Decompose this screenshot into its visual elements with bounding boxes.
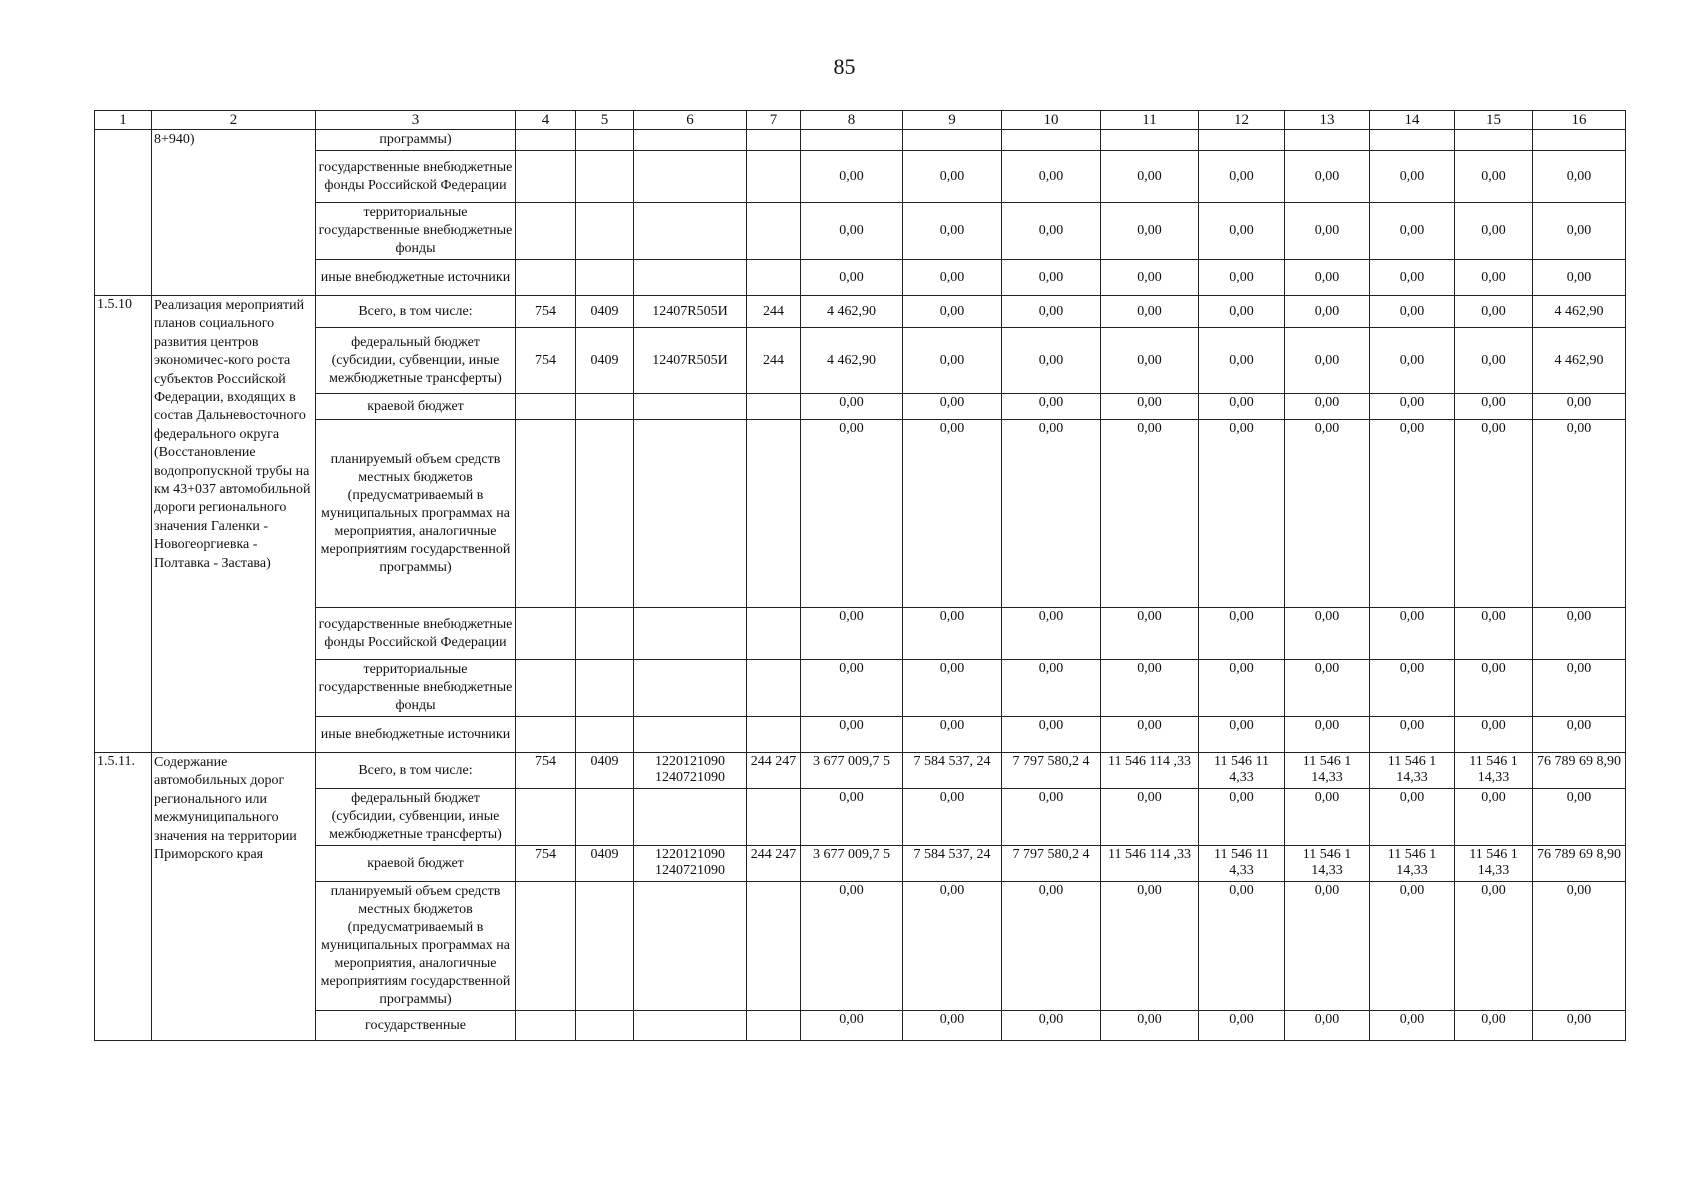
code-cell bbox=[576, 394, 634, 420]
amount-cell: 0,00 bbox=[801, 394, 903, 420]
amount-cell: 0,00 bbox=[903, 1011, 1002, 1041]
amount-cell: 0,00 bbox=[1455, 328, 1533, 394]
amount-cell: 0,00 bbox=[1370, 882, 1455, 1011]
amount-cell: 0,00 bbox=[903, 260, 1002, 296]
code-cell bbox=[576, 717, 634, 753]
table-row bbox=[95, 296, 1626, 328]
table-row bbox=[95, 660, 1626, 717]
amount-cell: 4 462,90 bbox=[801, 328, 903, 394]
code-cell: 1220121090 1240721090 bbox=[634, 753, 747, 789]
amount-cell: 0,00 bbox=[903, 882, 1002, 1011]
amount-cell: 0,00 bbox=[1101, 260, 1199, 296]
amount-cell: 0,00 bbox=[1370, 296, 1455, 328]
amount-cell: 0,00 bbox=[1370, 1011, 1455, 1041]
amount-cell: 0,00 bbox=[801, 882, 903, 1011]
column-number-9: 9 bbox=[903, 111, 1002, 130]
item-number: 1.5.10 bbox=[95, 296, 152, 753]
column-number-5: 5 bbox=[576, 111, 634, 130]
amount-cell: 0,00 bbox=[1370, 420, 1455, 608]
code-cell bbox=[516, 882, 576, 1011]
code-cell bbox=[634, 1011, 747, 1041]
amount-cell: 11 546 11 4,33 bbox=[1199, 753, 1285, 789]
amount-cell: 0,00 bbox=[1002, 717, 1101, 753]
table-row bbox=[95, 608, 1626, 660]
amount-cell: 0,00 bbox=[801, 203, 903, 260]
amount-cell: 0,00 bbox=[1455, 394, 1533, 420]
code-cell: 754 bbox=[516, 846, 576, 882]
budget-table bbox=[94, 110, 1626, 1041]
code-cell bbox=[516, 203, 576, 260]
table-row bbox=[95, 420, 1626, 608]
funding-source: территориальные государственные внебюджетные фонды bbox=[316, 660, 516, 717]
code-cell bbox=[516, 151, 576, 203]
code-cell: 244 247 bbox=[747, 846, 801, 882]
amount-cell: 7 584 537, 24 bbox=[903, 753, 1002, 789]
amount-cell: 7 797 580,2 4 bbox=[1002, 846, 1101, 882]
amount-cell bbox=[1455, 130, 1533, 151]
code-cell bbox=[576, 151, 634, 203]
amount-cell: 0,00 bbox=[1370, 151, 1455, 203]
code-cell: 12407R505И bbox=[634, 296, 747, 328]
amount-cell: 0,00 bbox=[1455, 260, 1533, 296]
amount-cell bbox=[903, 130, 1002, 151]
code-cell bbox=[516, 260, 576, 296]
code-cell bbox=[576, 789, 634, 846]
amount-cell: 0,00 bbox=[1455, 789, 1533, 846]
code-cell: 754 bbox=[516, 328, 576, 394]
code-cell: 0409 bbox=[576, 753, 634, 789]
code-cell bbox=[576, 660, 634, 717]
amount-cell: 4 462,90 bbox=[801, 296, 903, 328]
code-cell bbox=[516, 660, 576, 717]
code-cell bbox=[747, 420, 801, 608]
code-cell bbox=[747, 660, 801, 717]
amount-cell: 0,00 bbox=[1533, 608, 1626, 660]
funding-source: территориальные государственные внебюджетные фонды bbox=[316, 203, 516, 260]
code-cell: 754 bbox=[516, 753, 576, 789]
column-number-13: 13 bbox=[1285, 111, 1370, 130]
amount-cell: 0,00 bbox=[903, 328, 1002, 394]
code-cell bbox=[747, 1011, 801, 1041]
amount-cell: 0,00 bbox=[1533, 394, 1626, 420]
code-cell: 0409 bbox=[576, 846, 634, 882]
amount-cell bbox=[1370, 130, 1455, 151]
amount-cell: 7 797 580,2 4 bbox=[1002, 753, 1101, 789]
amount-cell: 0,00 bbox=[1285, 151, 1370, 203]
amount-cell: 0,00 bbox=[1285, 394, 1370, 420]
code-cell: 244 247 bbox=[747, 753, 801, 789]
amount-cell: 76 789 69 8,90 bbox=[1533, 753, 1626, 789]
amount-cell: 0,00 bbox=[1101, 717, 1199, 753]
code-cell bbox=[576, 882, 634, 1011]
column-number-3: 3 bbox=[316, 111, 516, 130]
amount-cell: 0,00 bbox=[1199, 328, 1285, 394]
column-number-7: 7 bbox=[747, 111, 801, 130]
amount-cell: 0,00 bbox=[1101, 394, 1199, 420]
amount-cell: 0,00 bbox=[801, 660, 903, 717]
amount-cell: 0,00 bbox=[1455, 203, 1533, 260]
code-cell: 1220121090 1240721090 bbox=[634, 846, 747, 882]
code-cell bbox=[634, 717, 747, 753]
amount-cell: 0,00 bbox=[1455, 151, 1533, 203]
amount-cell: 0,00 bbox=[1285, 660, 1370, 717]
amount-cell: 0,00 bbox=[1101, 882, 1199, 1011]
code-cell bbox=[634, 151, 747, 203]
funding-source: краевой бюджет bbox=[316, 394, 516, 420]
code-cell bbox=[634, 660, 747, 717]
amount-cell: 4 462,90 bbox=[1533, 296, 1626, 328]
amount-cell: 0,00 bbox=[1101, 151, 1199, 203]
amount-cell: 0,00 bbox=[1199, 296, 1285, 328]
amount-cell: 0,00 bbox=[1533, 717, 1626, 753]
amount-cell: 0,00 bbox=[1533, 882, 1626, 1011]
amount-cell: 0,00 bbox=[1002, 203, 1101, 260]
code-cell bbox=[747, 151, 801, 203]
funding-source: федеральный бюджет (субсидии, субвенции, иные межбюджетные трансферты) bbox=[316, 789, 516, 846]
amount-cell bbox=[1285, 130, 1370, 151]
funding-source: государственные внебюджетные фонды Российской Федерации bbox=[316, 151, 516, 203]
amount-cell: 0,00 bbox=[903, 789, 1002, 846]
code-cell bbox=[747, 260, 801, 296]
amount-cell: 0,00 bbox=[1002, 296, 1101, 328]
amount-cell: 11 546 11 4,33 bbox=[1199, 846, 1285, 882]
amount-cell: 11 546 1 14,33 bbox=[1370, 846, 1455, 882]
code-cell bbox=[516, 420, 576, 608]
code-cell: 754 bbox=[516, 296, 576, 328]
column-number-row bbox=[95, 111, 1626, 130]
amount-cell: 0,00 bbox=[1370, 608, 1455, 660]
amount-cell: 0,00 bbox=[1101, 420, 1199, 608]
amount-cell: 0,00 bbox=[1199, 203, 1285, 260]
amount-cell: 0,00 bbox=[1533, 260, 1626, 296]
amount-cell: 0,00 bbox=[903, 151, 1002, 203]
code-cell bbox=[747, 789, 801, 846]
amount-cell: 0,00 bbox=[1370, 660, 1455, 717]
amount-cell: 11 546 1 14,33 bbox=[1285, 753, 1370, 789]
table-row bbox=[95, 789, 1626, 846]
funding-source: государственные bbox=[316, 1011, 516, 1041]
amount-cell: 76 789 69 8,90 bbox=[1533, 846, 1626, 882]
amount-cell: 0,00 bbox=[1455, 296, 1533, 328]
amount-cell: 0,00 bbox=[801, 789, 903, 846]
amount-cell: 0,00 bbox=[1455, 717, 1533, 753]
amount-cell: 0,00 bbox=[1285, 789, 1370, 846]
amount-cell: 0,00 bbox=[1370, 789, 1455, 846]
table-row bbox=[95, 717, 1626, 753]
code-cell bbox=[516, 1011, 576, 1041]
amount-cell bbox=[801, 130, 903, 151]
code-cell bbox=[576, 608, 634, 660]
code-cell bbox=[516, 717, 576, 753]
amount-cell: 0,00 bbox=[1285, 1011, 1370, 1041]
amount-cell: 0,00 bbox=[1533, 789, 1626, 846]
amount-cell: 0,00 bbox=[903, 203, 1002, 260]
code-cell bbox=[516, 608, 576, 660]
amount-cell: 0,00 bbox=[1101, 1011, 1199, 1041]
amount-cell: 0,00 bbox=[1199, 394, 1285, 420]
table-row bbox=[95, 882, 1626, 1011]
amount-cell: 0,00 bbox=[1101, 328, 1199, 394]
funding-source: планируемый объем средств местных бюджетов (предусматриваемый в муниципальных программах на мероприятия, аналогичные мероприятиям государственной программы) bbox=[316, 420, 516, 608]
amount-cell: 0,00 bbox=[1370, 203, 1455, 260]
amount-cell: 0,00 bbox=[903, 717, 1002, 753]
code-cell bbox=[634, 130, 747, 151]
amount-cell: 0,00 bbox=[801, 1011, 903, 1041]
item-number: 1.5.11. bbox=[95, 753, 152, 1041]
table-row bbox=[95, 394, 1626, 420]
funding-source: программы) bbox=[316, 130, 516, 151]
amount-cell: 0,00 bbox=[1285, 203, 1370, 260]
amount-cell: 0,00 bbox=[1285, 296, 1370, 328]
amount-cell: 0,00 bbox=[1199, 660, 1285, 717]
column-number-4: 4 bbox=[516, 111, 576, 130]
amount-cell: 3 677 009,7 5 bbox=[801, 846, 903, 882]
amount-cell: 0,00 bbox=[1101, 296, 1199, 328]
amount-cell: 11 546 114 ,33 bbox=[1101, 846, 1199, 882]
amount-cell: 0,00 bbox=[1002, 328, 1101, 394]
page-number: 85 bbox=[833, 54, 856, 79]
table-row bbox=[95, 151, 1626, 203]
column-number-11: 11 bbox=[1101, 111, 1199, 130]
amount-cell: 0,00 bbox=[1002, 882, 1101, 1011]
item-name: 8+940) bbox=[152, 130, 316, 296]
amount-cell: 0,00 bbox=[1455, 420, 1533, 608]
amount-cell: 0,00 bbox=[903, 296, 1002, 328]
code-cell bbox=[747, 882, 801, 1011]
code-cell bbox=[634, 203, 747, 260]
amount-cell: 7 584 537, 24 bbox=[903, 846, 1002, 882]
amount-cell bbox=[1002, 130, 1101, 151]
amount-cell: 0,00 bbox=[1002, 1011, 1101, 1041]
amount-cell: 0,00 bbox=[1199, 882, 1285, 1011]
code-cell bbox=[634, 882, 747, 1011]
funding-source: иные внебюджетные источники bbox=[316, 260, 516, 296]
amount-cell: 11 546 1 14,33 bbox=[1285, 846, 1370, 882]
amount-cell: 0,00 bbox=[801, 260, 903, 296]
column-number-15: 15 bbox=[1455, 111, 1533, 130]
column-number-12: 12 bbox=[1199, 111, 1285, 130]
amount-cell bbox=[1101, 130, 1199, 151]
column-number-8: 8 bbox=[801, 111, 903, 130]
amount-cell: 0,00 bbox=[1285, 260, 1370, 296]
column-number-16: 16 bbox=[1533, 111, 1626, 130]
funding-source: Всего, в том числе: bbox=[316, 753, 516, 789]
amount-cell: 4 462,90 bbox=[1533, 328, 1626, 394]
code-cell: 0409 bbox=[576, 328, 634, 394]
amount-cell: 0,00 bbox=[1455, 882, 1533, 1011]
amount-cell: 0,00 bbox=[1285, 882, 1370, 1011]
table-row bbox=[95, 846, 1626, 882]
amount-cell: 0,00 bbox=[903, 394, 1002, 420]
amount-cell: 0,00 bbox=[1455, 608, 1533, 660]
amount-cell: 0,00 bbox=[1101, 608, 1199, 660]
amount-cell: 0,00 bbox=[1533, 660, 1626, 717]
amount-cell: 0,00 bbox=[1101, 789, 1199, 846]
code-cell bbox=[516, 789, 576, 846]
amount-cell: 0,00 bbox=[1199, 717, 1285, 753]
code-cell: 0409 bbox=[576, 296, 634, 328]
amount-cell: 0,00 bbox=[1533, 1011, 1626, 1041]
code-cell bbox=[747, 394, 801, 420]
funding-source: федеральный бюджет (субсидии, субвенции, иные межбюджетные трансферты) bbox=[316, 328, 516, 394]
funding-source: иные внебюджетные источники bbox=[316, 717, 516, 753]
code-cell bbox=[747, 608, 801, 660]
amount-cell: 0,00 bbox=[1285, 420, 1370, 608]
amount-cell: 0,00 bbox=[1370, 328, 1455, 394]
amount-cell: 0,00 bbox=[1199, 420, 1285, 608]
column-number-2: 2 bbox=[152, 111, 316, 130]
amount-cell: 0,00 bbox=[1002, 660, 1101, 717]
amount-cell bbox=[1199, 130, 1285, 151]
amount-cell bbox=[1533, 130, 1626, 151]
column-number-6: 6 bbox=[634, 111, 747, 130]
amount-cell: 0,00 bbox=[1002, 394, 1101, 420]
amount-cell: 0,00 bbox=[1533, 203, 1626, 260]
funding-source: Всего, в том числе: bbox=[316, 296, 516, 328]
code-cell bbox=[747, 717, 801, 753]
code-cell bbox=[634, 394, 747, 420]
amount-cell: 0,00 bbox=[801, 151, 903, 203]
amount-cell: 0,00 bbox=[1285, 608, 1370, 660]
amount-cell: 0,00 bbox=[1533, 151, 1626, 203]
code-cell bbox=[747, 203, 801, 260]
table-row bbox=[95, 753, 1626, 789]
code-cell bbox=[576, 130, 634, 151]
amount-cell: 0,00 bbox=[1455, 1011, 1533, 1041]
amount-cell: 0,00 bbox=[1002, 260, 1101, 296]
item-name: Содержание автомобильных дорог регионального или межмуниципального значения на территории Приморского края bbox=[152, 753, 316, 1041]
amount-cell: 11 546 1 14,33 bbox=[1455, 753, 1533, 789]
code-cell bbox=[634, 420, 747, 608]
code-cell: 244 bbox=[747, 296, 801, 328]
amount-cell: 0,00 bbox=[1370, 717, 1455, 753]
amount-cell: 0,00 bbox=[1002, 789, 1101, 846]
amount-cell: 0,00 bbox=[1533, 420, 1626, 608]
amount-cell: 0,00 bbox=[1199, 608, 1285, 660]
amount-cell: 3 677 009,7 5 bbox=[801, 753, 903, 789]
column-number-1: 1 bbox=[95, 111, 152, 130]
table-row bbox=[95, 203, 1626, 260]
code-cell: 12407R505И bbox=[634, 328, 747, 394]
code-cell: 244 bbox=[747, 328, 801, 394]
amount-cell: 0,00 bbox=[801, 608, 903, 660]
code-cell bbox=[747, 130, 801, 151]
code-cell bbox=[634, 789, 747, 846]
amount-cell: 0,00 bbox=[1002, 420, 1101, 608]
funding-source: планируемый объем средств местных бюджетов (предусматриваемый в муниципальных программах на мероприятия, аналогичные мероприятиям государственной программы) bbox=[316, 882, 516, 1011]
amount-cell: 0,00 bbox=[1101, 203, 1199, 260]
table-row bbox=[95, 1011, 1626, 1041]
code-cell bbox=[516, 130, 576, 151]
amount-cell: 0,00 bbox=[1002, 608, 1101, 660]
item-number bbox=[95, 130, 152, 296]
amount-cell: 0,00 bbox=[1199, 151, 1285, 203]
amount-cell: 11 546 1 14,33 bbox=[1455, 846, 1533, 882]
amount-cell: 0,00 bbox=[1370, 260, 1455, 296]
amount-cell: 0,00 bbox=[1199, 260, 1285, 296]
amount-cell: 0,00 bbox=[1285, 328, 1370, 394]
amount-cell: 0,00 bbox=[801, 420, 903, 608]
code-cell bbox=[576, 1011, 634, 1041]
amount-cell: 0,00 bbox=[1455, 660, 1533, 717]
amount-cell: 0,00 bbox=[1199, 1011, 1285, 1041]
amount-cell: 11 546 114 ,33 bbox=[1101, 753, 1199, 789]
code-cell bbox=[634, 608, 747, 660]
code-cell bbox=[516, 394, 576, 420]
item-name: Реализация мероприятий планов социального развития центров экономичес-кого роста субъектов Российской Федерации, входящих в состав Дальневосточного федерального округа (Восстановление водопропускной трубы на км 43+037 автомобильной дороги регионального значения Галенки - Новогеоргиевка - Полтавка - Застава) bbox=[152, 296, 316, 753]
column-number-10: 10 bbox=[1002, 111, 1101, 130]
amount-cell: 0,00 bbox=[1002, 151, 1101, 203]
amount-cell: 0,00 bbox=[903, 660, 1002, 717]
code-cell bbox=[576, 203, 634, 260]
amount-cell: 0,00 bbox=[903, 420, 1002, 608]
amount-cell: 11 546 1 14,33 bbox=[1370, 753, 1455, 789]
code-cell bbox=[634, 260, 747, 296]
code-cell bbox=[576, 260, 634, 296]
amount-cell: 0,00 bbox=[1370, 394, 1455, 420]
amount-cell: 0,00 bbox=[801, 717, 903, 753]
amount-cell: 0,00 bbox=[903, 608, 1002, 660]
column-number-14: 14 bbox=[1370, 111, 1455, 130]
funding-source: краевой бюджет bbox=[316, 846, 516, 882]
amount-cell: 0,00 bbox=[1199, 789, 1285, 846]
table-row bbox=[95, 260, 1626, 296]
funding-source: государственные внебюджетные фонды Российской Федерации bbox=[316, 608, 516, 660]
table-row bbox=[95, 328, 1626, 394]
amount-cell: 0,00 bbox=[1285, 717, 1370, 753]
code-cell bbox=[576, 420, 634, 608]
table-row bbox=[95, 130, 1626, 151]
amount-cell: 0,00 bbox=[1101, 660, 1199, 717]
